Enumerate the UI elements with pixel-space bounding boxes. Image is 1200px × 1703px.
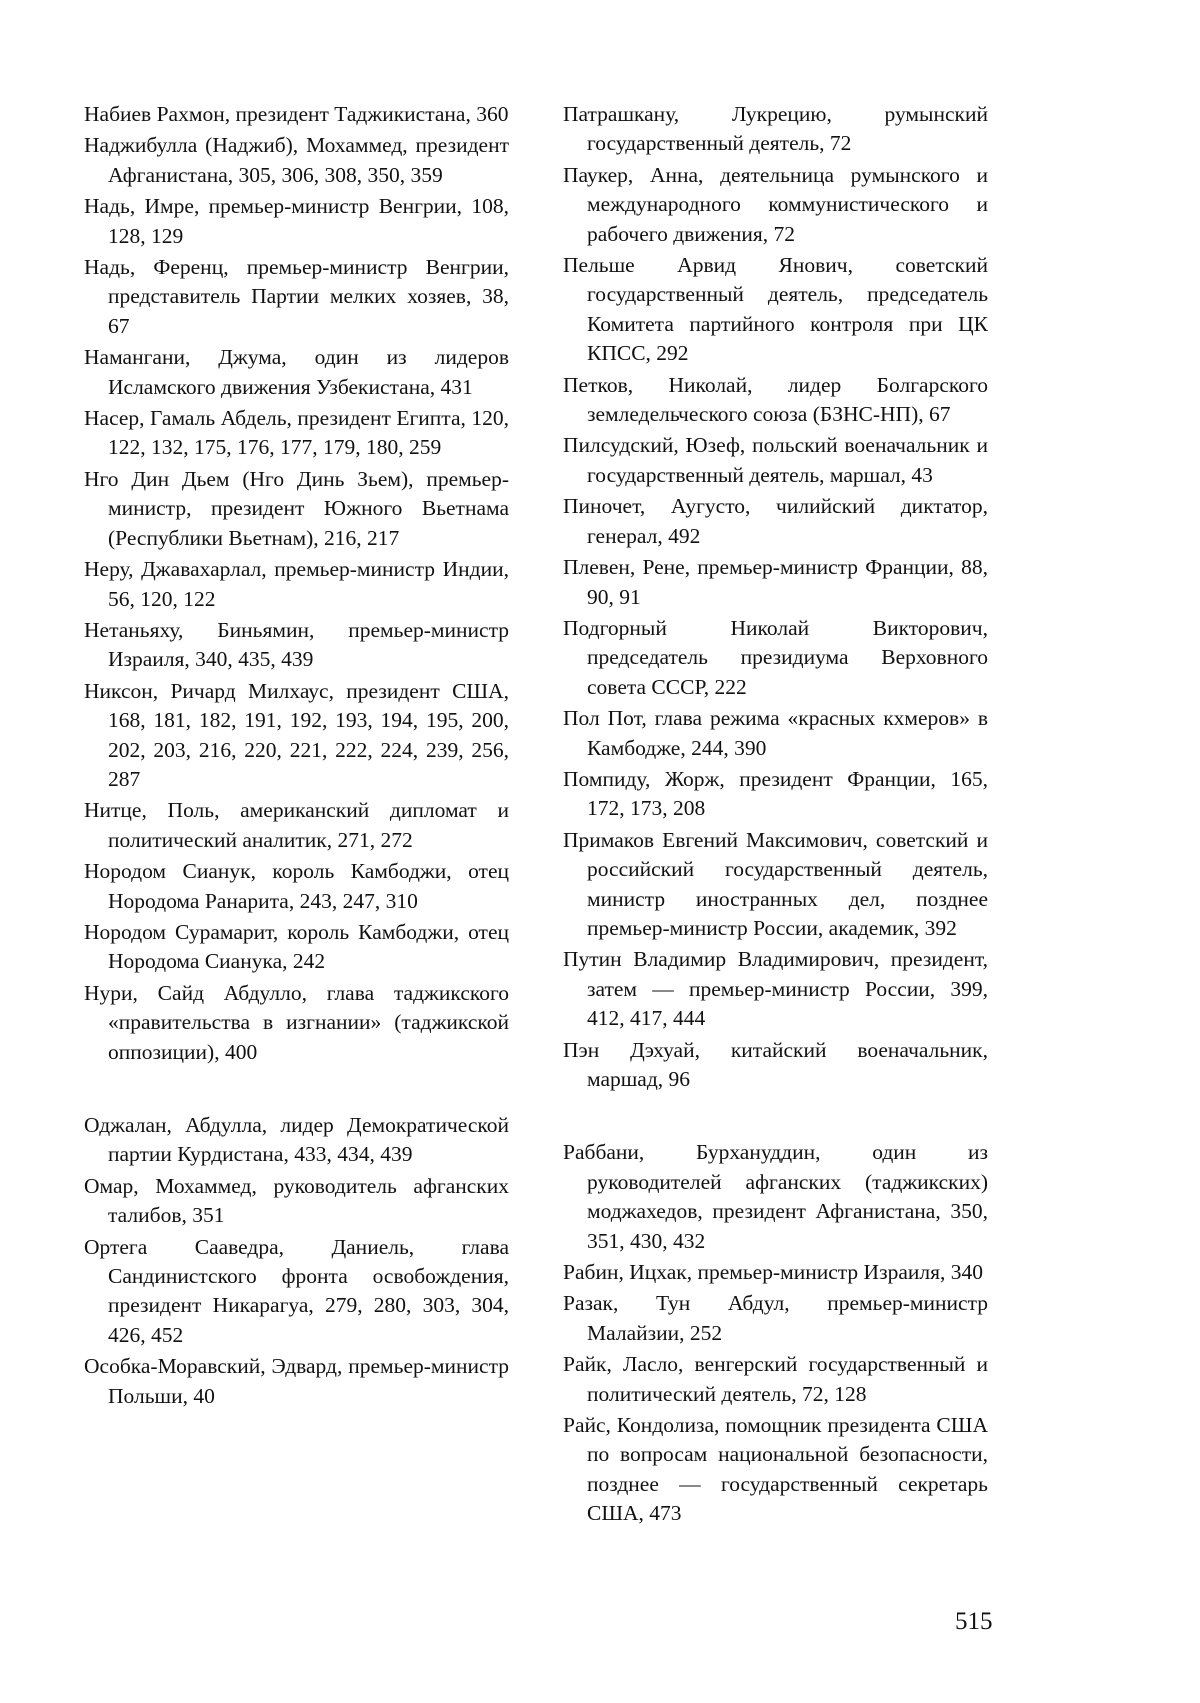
index-group-r: [563, 1138, 988, 1528]
index-entry: Патрашкану, Лукрецию, румынский государственный деятель, 72: [563, 102, 988, 156]
index-entry: Подгорный Николай Викторович, председатель президиума Верховного совета СССР, 222: [563, 615, 988, 699]
index-entry: Ортега Сааведра, Даниель, глава Сандинистского фронта освобождения, президент Никарагуа, 279, 280, 303, 304, 426, 452: [84, 1234, 509, 1347]
index-entry: Нго Дин Дьем (Нго Динь Зьем), премьер-министр, президент Южного Вьетнама (Республики Вьетнам), 216, 217: [84, 466, 509, 550]
index-group-p: [563, 100, 988, 1094]
index-entry: Нородом Сианук, король Камбоджи, отец Нородома Ранарита, 243, 247, 310: [84, 859, 509, 913]
index-entry: Пэн Дэхуай, китайский военачальник, маршад, 96: [563, 1037, 988, 1091]
index-entry: Разак, Тун Абдул, премьер-министр Малайзии, 252: [563, 1291, 988, 1345]
index-entry: Нури, Сайд Абдулло, глава таджикского «правительства в изгнании» (таджикской оппозиции), 400: [84, 980, 509, 1064]
index-entry: Пельше Арвид Янович, советский государственный деятель, председатель Комитета партийного контроля при ЦК КПСС, 292: [563, 253, 988, 366]
index-entry: Нетаньяху, Биньямин, премьер-министр Израиля, 340, 435, 439: [84, 617, 509, 672]
index-entry: Райс, Кондолиза, помощник президента США по вопросам национальной безопасности, позднее — государственный секретарь США, 473: [563, 1413, 988, 1526]
index-entry: Паукер, Анна, деятельница румынского и международного коммунистического и рабочего движения, 72: [563, 162, 988, 246]
index-entry: Намангани, Джума, один из лидеров Исламского движения Узбекистана, 431: [84, 345, 509, 399]
index-entry: Неру, Джавахарлал, премьер-министр Индии, 56, 120, 122: [84, 557, 509, 611]
index-entry: Пол Пот, глава режима «красных кхмеров» в Камбодже, 244, 390: [563, 706, 988, 760]
index-entry: Никсон, Ричард Милхаус, президент США, 168, 181, 182, 191, 192, 193, 194, 195, 200, 202, 203, 216, 220, 221, 222, 224, 239, 256, 287: [84, 678, 509, 791]
index-entry: Плевен, Рене, премьер-министр Франции, 88, 90, 91: [563, 555, 988, 609]
index-entry: Нородом Сурамарит, король Камбоджи, отец Нородома Сианука, 242: [84, 919, 509, 974]
index-entry: Рабин, Ицхак, премьер-министр Израиля, 340: [563, 1260, 983, 1285]
index-entry: Оджалан, Абдулла, лидер Демократической партии Курдистана, 433, 434, 439: [84, 1113, 509, 1167]
index-entry: Путин Владимир Владимирович, президент, затем — премьер-министр России, 399, 412, 417, 444: [563, 947, 988, 1031]
index-entry: Нитце, Поль, американский дипломат и политический аналитик, 271, 272: [84, 798, 509, 852]
right-index-column: [563, 100, 988, 1531]
index-entry: Особка-Моравский, Эдвард, премьер-министр Польши, 40: [84, 1354, 509, 1408]
index-entry: Насер, Гамаль Абдель, президент Египта, 120, 122, 132, 175, 176, 177, 179, 180, 259: [84, 406, 509, 460]
index-entry: Пилсудский, Юзеф, польский военачальник и государственный деятель, маршал, 43: [563, 433, 988, 487]
index-group-n: [84, 100, 509, 1067]
index-entry: Надь, Имре, премьер-министр Венгрии, 108, 128, 129: [84, 194, 509, 248]
index-entry: Омар, Мохаммед, руководитель афганских талибов, 351: [84, 1173, 509, 1228]
index-entry: Петков, Николай, лидер Болгарского земледельческого союза (БЗНС-НП), 67: [563, 372, 988, 427]
left-index-column: [84, 100, 509, 1413]
index-entry: Надь, Ференц, премьер-министр Венгрии, представитель Партии мелких хозяев, 38, 67: [84, 255, 509, 338]
index-group-o: [84, 1111, 509, 1411]
page-number: 515: [955, 1608, 993, 1635]
index-entry: Помпиду, Жорж, президент Франции, 165, 172, 173, 208: [563, 766, 988, 821]
index-entry: Пиночет, Аугусто, чилийский диктатор, генерал, 492: [563, 494, 988, 548]
index-entry: Набиев Рахмон, президент Таджикистана, 360: [84, 102, 509, 126]
index-entry: Примаков Евгений Максимович, советский и российский государственный деятель, министр иностранных дел, позднее премьер-министр России, академик, 392: [563, 827, 988, 940]
index-entry: Наджибулла (Наджиб), Мохаммед, президент Афганистана, 305, 306, 308, 350, 359: [84, 133, 509, 187]
index-entry: Раббани, Бурхануддин, один из руководителей афганских (таджикских) моджахедов, президент Афганистана, 350, 351, 430, 432: [563, 1140, 988, 1253]
index-entry: Райк, Ласло, венгерский государственный и политический деятель, 72, 128: [563, 1352, 988, 1406]
